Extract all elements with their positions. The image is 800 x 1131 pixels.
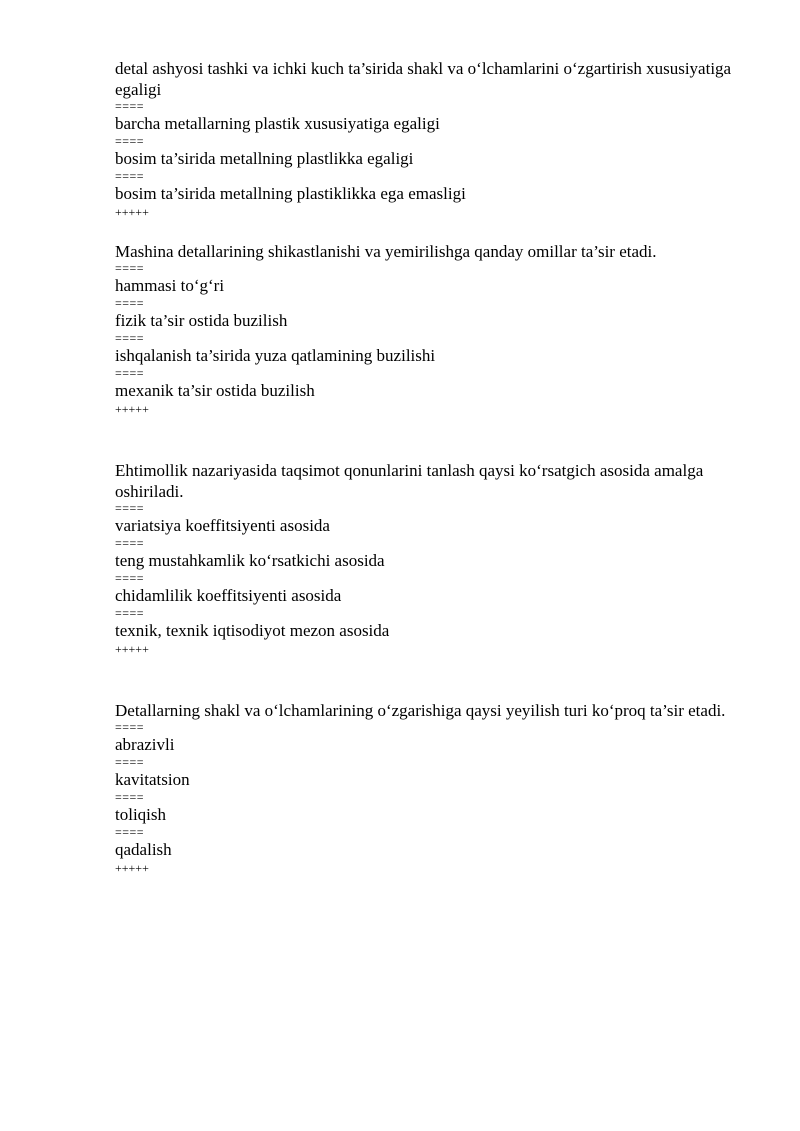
option-text: abrazivli bbox=[115, 735, 175, 754]
separator-marker: ==== bbox=[115, 261, 145, 275]
option-text: texnik, texnik iqtisodiyot mezon asosida bbox=[115, 621, 390, 640]
separator-marker: ==== bbox=[115, 366, 145, 380]
separator-marker: ==== bbox=[115, 755, 145, 769]
separator-marker: ==== bbox=[115, 99, 145, 113]
question-block-4 bbox=[115, 700, 755, 875]
question-block-2 bbox=[115, 241, 755, 416]
separator-marker: ==== bbox=[115, 720, 145, 734]
option-text: detal ashyosi tashki va ichki kuch ta’sirida shakl va oʻlchamlarini oʻzgartirish xususiyatiga egaligi bbox=[115, 59, 732, 99]
question-text: Mashina detallarining shikastlanishi va yemirilishga qanday omillar ta’sir etadi. bbox=[115, 242, 657, 261]
separator-marker: ==== bbox=[115, 501, 145, 515]
option-text: variatsiya koeffitsiyenti asosida bbox=[115, 516, 330, 535]
question-block-1 bbox=[115, 58, 755, 219]
option-text: bosim ta’sirida metallning plastiklikka ega emasligi bbox=[115, 184, 466, 203]
option-text: barcha metallarning plastik xususiyatiga egaligi bbox=[115, 114, 440, 133]
option-text: kavitatsion bbox=[115, 770, 190, 789]
separator-marker: ==== bbox=[115, 331, 145, 345]
document-page bbox=[115, 58, 755, 875]
separator-marker: ==== bbox=[115, 536, 145, 550]
separator-marker: ==== bbox=[115, 606, 145, 620]
option-text: chidamlilik koeffitsiyenti asosida bbox=[115, 586, 342, 605]
separator-marker: ==== bbox=[115, 790, 145, 804]
end-marker: +++++ bbox=[115, 642, 149, 656]
option-text: bosim ta’sirida metallning plastlikka egaligi bbox=[115, 149, 414, 168]
option-text: hammasi toʻgʻri bbox=[115, 276, 225, 295]
option-text: fizik ta’sir ostida buzilish bbox=[115, 311, 288, 330]
option-text: teng mustahkamlik koʻrsatkichi asosida bbox=[115, 551, 385, 570]
option-text: ishqalanish ta’sirida yuza qatlamining buzilishi bbox=[115, 346, 436, 365]
separator-marker: ==== bbox=[115, 825, 145, 839]
question-block-3 bbox=[115, 460, 755, 656]
separator-marker: ==== bbox=[115, 169, 145, 183]
question-text: Ehtimollik nazariyasida taqsimot qonunlarini tanlash qaysi koʻrsatgich asosida amalga oshiriladi. bbox=[115, 461, 704, 501]
separator-marker: ==== bbox=[115, 296, 145, 310]
option-text: qadalish bbox=[115, 840, 172, 859]
option-text: toliqish bbox=[115, 805, 167, 824]
end-marker: +++++ bbox=[115, 861, 149, 875]
end-marker: +++++ bbox=[115, 402, 149, 416]
option-text: mexanik ta’sir ostida buzilish bbox=[115, 381, 315, 400]
separator-marker: ==== bbox=[115, 134, 145, 148]
separator-marker: ==== bbox=[115, 571, 145, 585]
question-text: Detallarning shakl va oʻlchamlarining oʻzgarishiga qaysi yeyilish turi koʻproq ta’sir etadi. bbox=[115, 701, 726, 720]
end-marker: +++++ bbox=[115, 205, 149, 219]
